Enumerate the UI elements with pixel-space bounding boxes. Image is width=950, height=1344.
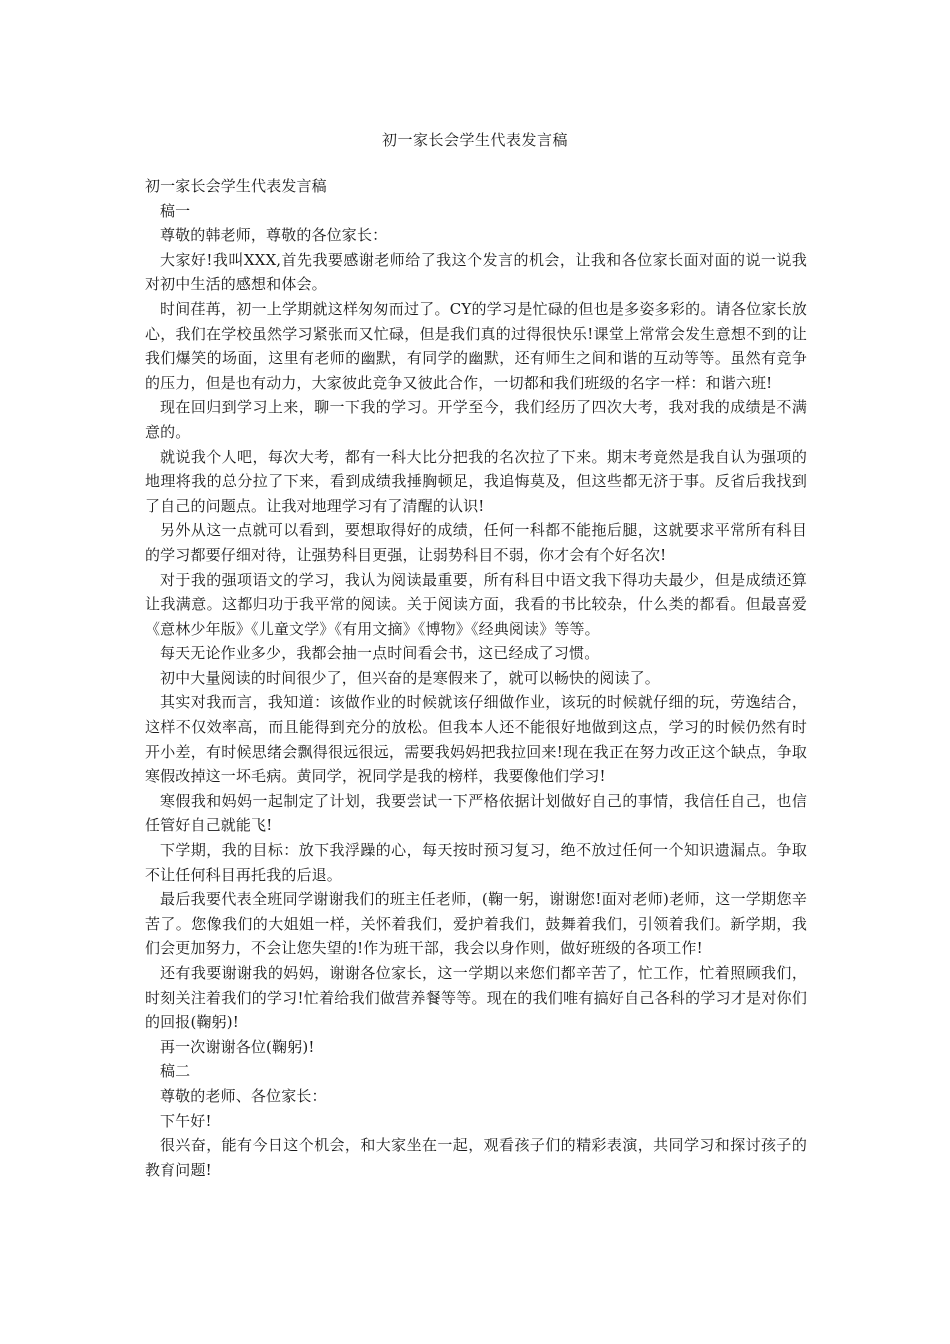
paragraph: 还有我要谢谢我的妈妈，谢谢各位家长，这一学期以来您们都辛苦了，忙工作，忙着照顾我们，时刻关注着我们的学习!忙着给我们做营养餐等等。现在的我们唯有搞好自己各科的学习才是对你们的回报(鞠躬)! (145, 964, 807, 1032)
paragraph: 初中大量阅读的时间很少了，但兴奋的是寒假来了，就可以畅快的阅读了。 (160, 668, 660, 687)
document-body (145, 174, 807, 1182)
paragraph: 时间荏苒，初一上学期就这样匆匆而过了。CY的学习是忙碌的但也是多姿多彩的。请各位家长放心，我们在学校虽然学习紧张而又忙碌，但是我们真的过得很快乐!课堂上常常会发生意想不到的让我们爆笑的场面，这里有老师的幽默，有同学的幽默，还有师生之间和谐的互动等等。虽然有竞争的压力，但是也有动力，大家彼此竞争又彼此合作，一切都和我们班级的名字一样：和谐六班! (145, 299, 807, 392)
paragraph: 下学期，我的目标：放下我浮躁的心，每天按时预习复习，绝不放过任何一个知识遗漏点。争取不让任何科目再托我的后退。 (145, 841, 807, 884)
paragraph: 每天无论作业多少，我都会抽一点时间看会书，这已经成了习惯。 (160, 644, 600, 663)
paragraph: 寒假我和妈妈一起制定了计划，我要尝试一下严格依据计划做好自己的事情，我信任自己，也信任管好自己就能飞! (145, 791, 807, 835)
section-label-draft-one: 稿一 (160, 201, 191, 220)
paragraph: 就说我个人吧，每次大考，都有一科大比分把我的名次拉了下来。期末考竟然是我自认为强项的地理将我的总分拉了下来，看到成绩我捶胸顿足，我追悔莫及，但这些都无济于事。反省后我找到了自己的问题点。让我对地理学习有了清醒的认识! (145, 447, 807, 515)
salutation: 尊敬的老师、各位家长： (160, 1086, 327, 1105)
section-label-draft-two: 稿二 (160, 1062, 191, 1081)
paragraph: 最后我要代表全班同学谢谢我们的班主任老师，(鞠一躬，谢谢您!面对老师)老师，这一学期您辛苦了。您像我们的大姐姐一样，关怀着我们，爱护着我们，鼓舞着我们，引领着我们。新学期，我们会更加努力，不会让您失望的!作为班干部，我会以身作则，做好班级的各项工作! (145, 890, 807, 958)
paragraph: 很兴奋，能有今日这个机会，和大家坐在一起，观看孩子们的精彩表演，共同学习和探讨孩子的教育问题! (145, 1136, 807, 1179)
paragraph: 其实对我而言，我知道：该做作业的时候就该仔细做作业，该玩的时候就仔细的玩，劳逸结合，这样不仅效率高，而且能得到充分的放松。但我本人还不能很好地做到这点，学习的时候仍然有时开小差，有时候思绪会飘得很远很远，需要我妈妈把我拉回来!现在我正在努力改正这个缺点，争取寒假改掉这一坏毛病。黄同学，祝同学是我的榜样，我要像他们学习! (145, 693, 807, 786)
paragraph: 现在回归到学习上来，聊一下我的学习。开学至今，我们经历了四次大考，我对我的成绩是不满意的。 (145, 398, 807, 441)
greeting: 下午好! (160, 1111, 212, 1130)
salutation: 尊敬的韩老师，尊敬的各位家长： (160, 226, 388, 245)
paragraph: 大家好!我叫XXX,首先我要感谢老师给了我这个发言的机会，让我和各位家长面对面的说一说我对初中生活的感想和体会。 (145, 250, 807, 294)
paragraph: 另外从这一点就可以看到，要想取得好的成绩，任何一科都不能拖后腿，这就要求平常所有科目的学习都要仔细对待，让强势科目更强，让弱势科目不弱，你才会有个好名次! (145, 521, 807, 564)
body-heading: 初一家长会学生代表发言稿 (145, 177, 327, 195)
paragraph: 再一次谢谢各位(鞠躬)! (160, 1037, 315, 1056)
document-title: 初一家长会学生代表发言稿 (381, 131, 568, 149)
paragraph: 对于我的强项语文的学习，我认为阅读最重要，所有科目中语文我下得功夫最少，但是成绩还算让我满意。这都归功于我平常的阅读。关于阅读方面，我看的书比较杂，什么类的都看。但最喜爱《意林少年版》《儿童文学》《有用文摘》《博物》《经典阅读》等等。 (145, 570, 807, 638)
